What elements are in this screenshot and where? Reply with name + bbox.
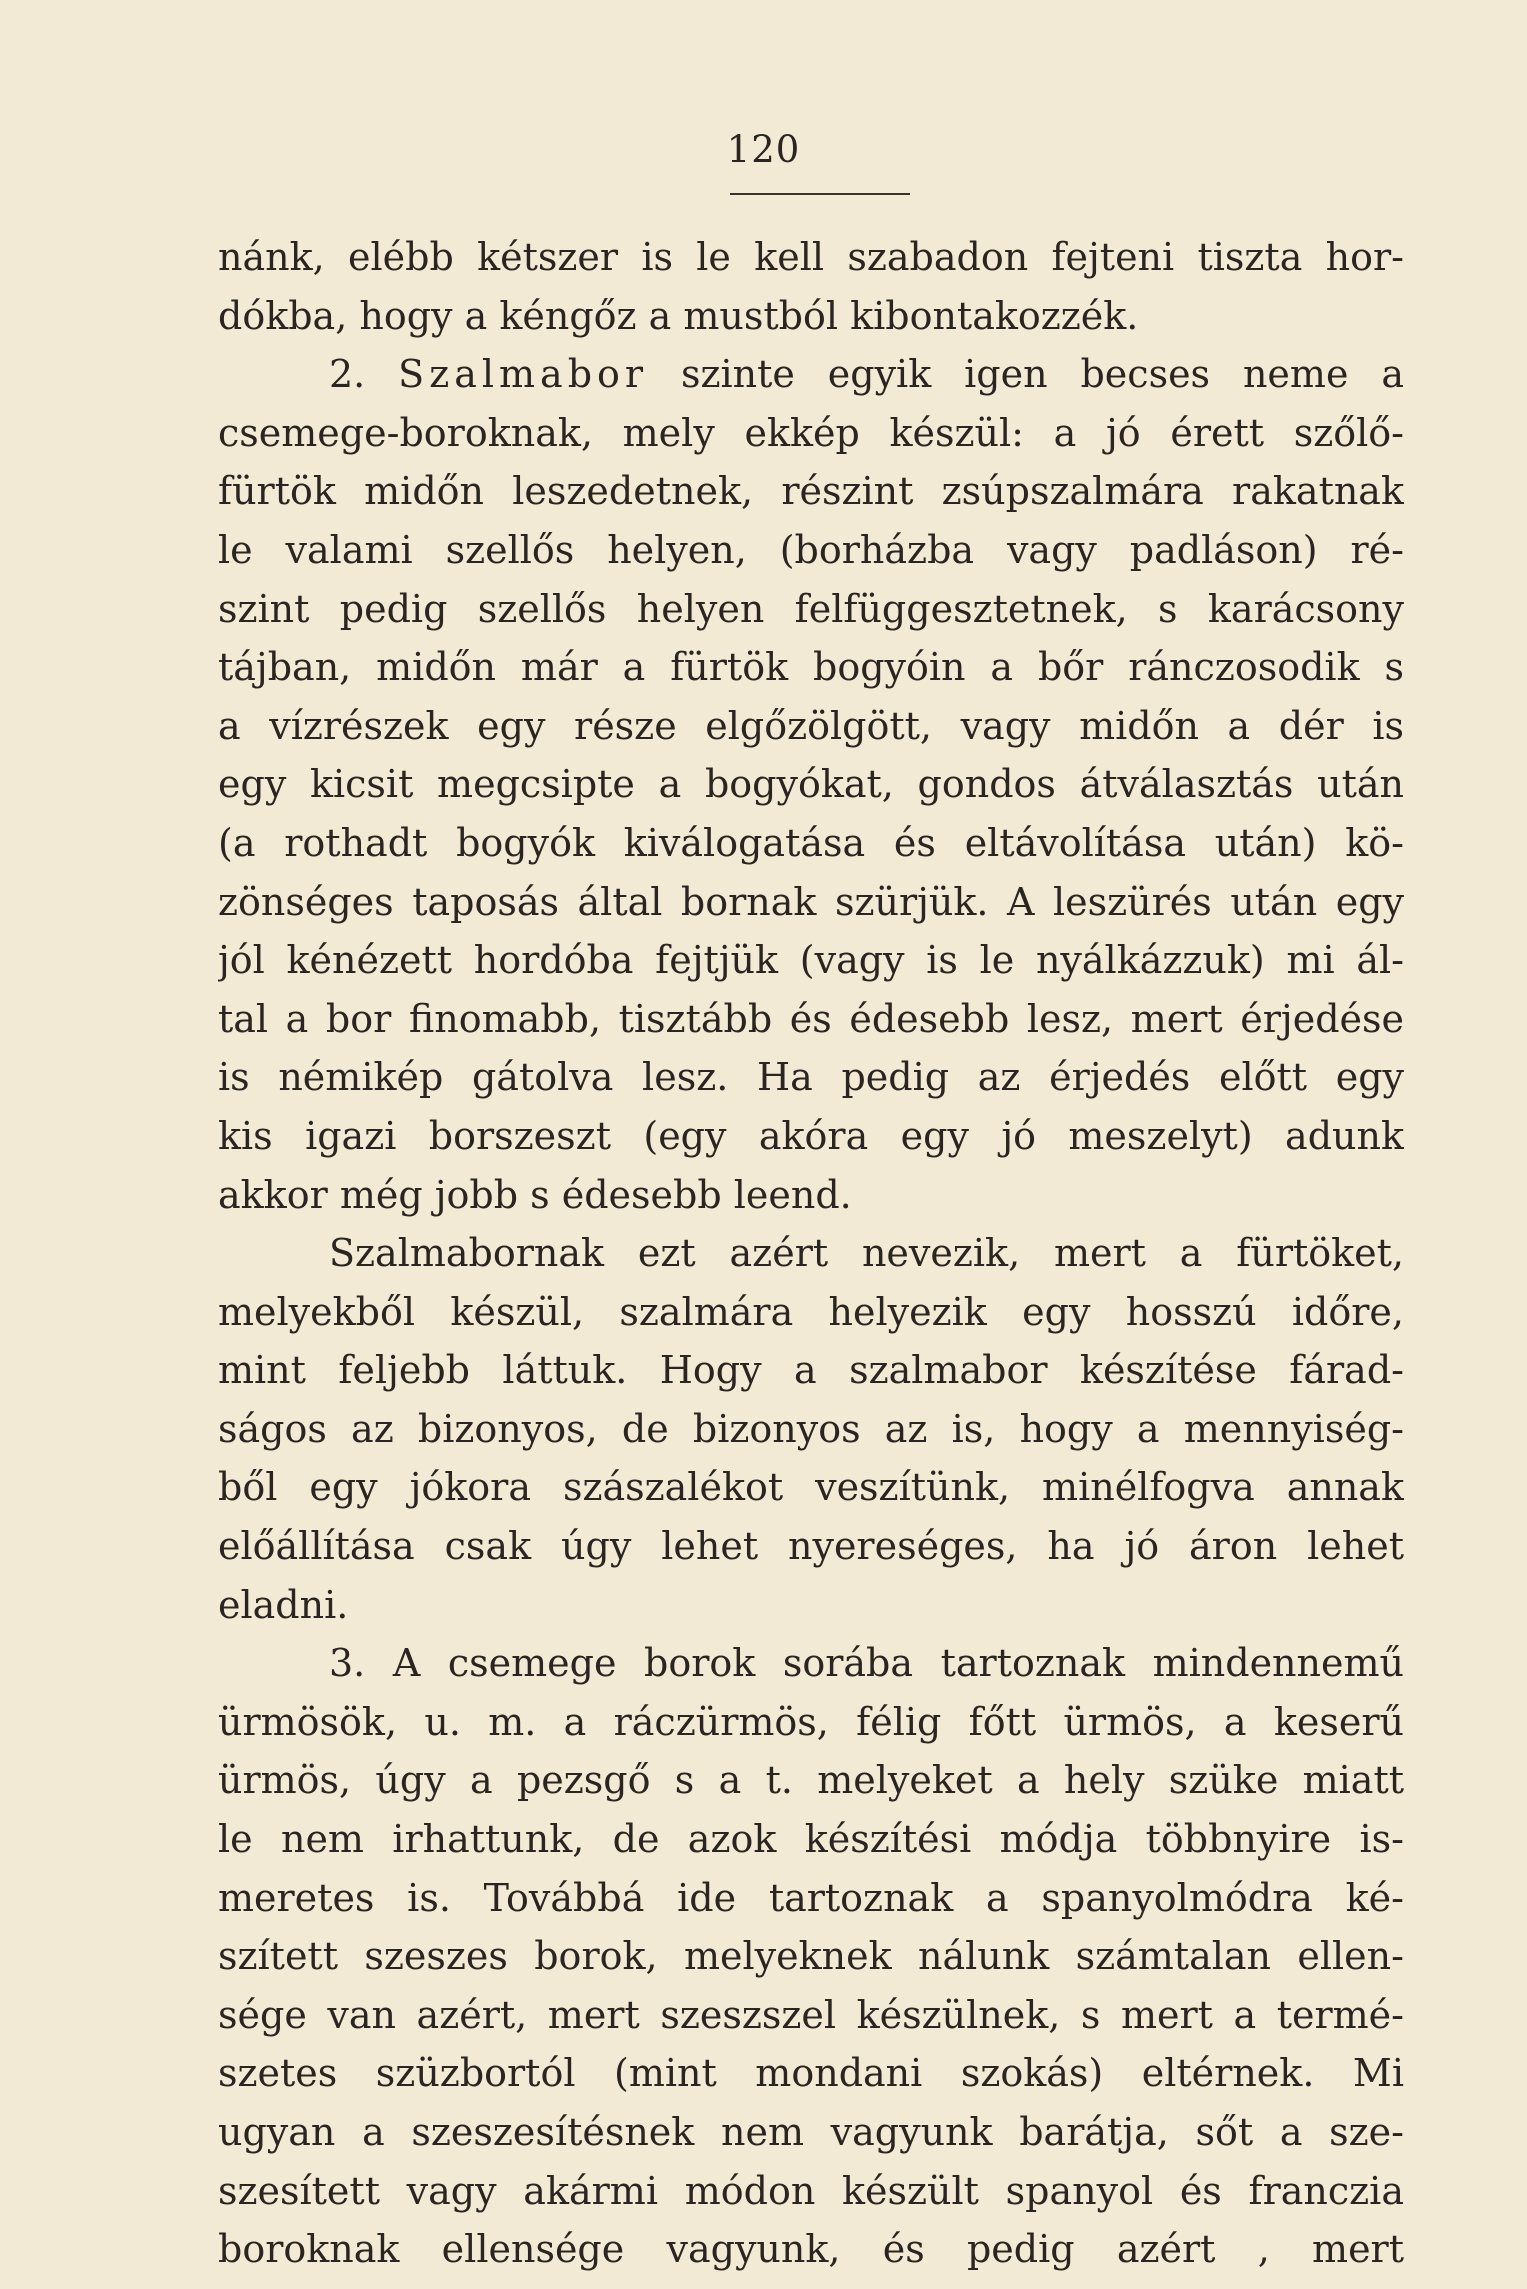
text-line: meretes is. Továbbá ide tartoznak a spanyolmódra ké-	[218, 1875, 1404, 1920]
text-line: tájban, midőn már a fürtök bogyóin a bőr ránczosodik s	[218, 645, 1404, 690]
text-line: Szalmabornak ezt azért nevezik, mert a fürtöket,	[329, 1231, 1404, 1276]
text-line: szint pedig szellős helyen felfüggesztetnek, s karácsony	[218, 586, 1404, 631]
text-line: ből egy jókora szászalékot veszítünk, minélfogva annak	[218, 1465, 1404, 1510]
text-line: le valami szellős helyen, (borházba vagy padláson) ré-	[218, 527, 1404, 572]
text-line: akkor még jobb s édesebb leend.	[218, 1172, 852, 1217]
text-line: (a rothadt bogyók kiválogatása és eltávolítása után) kö-	[218, 820, 1404, 865]
text-line: ürmös, úgy a pezsgő s a t. melyeket a hely szüke miatt	[218, 1758, 1404, 1803]
text-line: kis igazi borszeszt (egy akóra egy jó meszelyt) adunk	[218, 1113, 1404, 1158]
text-line: ugyan a szeszesítésnek nem vagyunk barátja, sőt a sze-	[218, 2110, 1404, 2154]
text-line: csemege-boroknak, mely ekkép készül: a jó érett szőlő-	[218, 410, 1404, 455]
text-line: mint feljebb láttuk. Hogy a szalmabor készítése fárad-	[218, 1348, 1404, 1393]
page-number: 120	[726, 128, 801, 171]
text-line: melyekből készül, szalmára helyezik egy hosszú időre,	[218, 1289, 1404, 1334]
text-line: jól kénézett hordóba fejtjük (vagy is le nyálkázzuk) mi ál-	[218, 938, 1404, 983]
text-line: nánk, elébb kétszer is le kell szabadon fejteni tiszta hor-	[218, 235, 1404, 279]
header-rule	[730, 193, 910, 195]
text-line: zönséges taposás által bornak szürjük. A leszürés után egy	[218, 879, 1404, 924]
text-line: ságos az bizonyos, de bizonyos az is, hogy a mennyiség-	[218, 1406, 1404, 1451]
text-line: 3. A csemege borok sorába tartoznak mindennemű	[329, 1641, 1404, 1686]
text-line: tal a bor finomabb, tisztább és édesebb lesz, mert érjedése	[218, 996, 1404, 1041]
text-line: le nem irhattunk, de azok készítési módja többnyire is-	[218, 1817, 1404, 1862]
body-text	[218, 228, 1404, 2279]
text-line: előállítása csak úgy lehet nyereséges, ha jó áron lehet	[218, 1524, 1404, 1569]
text-line: szített szeszes borok, melyeknek nálunk számtalan ellen-	[218, 1934, 1404, 1979]
text-line: sége van azért, mert szeszszel készülnek, s mert a termé-	[218, 1992, 1404, 2037]
text-line: szetes szüzbortól (mint mondani szokás) eltérnek. Mi	[218, 2051, 1404, 2096]
text-line: a vízrészek egy része elgőzölgött, vagy midőn a dér is	[218, 703, 1404, 748]
text-line: egy kicsit megcsipte a bogyókat, gondos átválasztás után	[218, 762, 1404, 807]
text-line: ürmösök, u. m. a ráczürmös, félig főtt ürmös, a keserű	[218, 1699, 1404, 1744]
text-line: szesített vagy akármi módon készült spanyol és franczia	[218, 2168, 1404, 2213]
text-line: 2. Szalmabor szinte egyik igen becses neme a	[329, 352, 1404, 397]
text-line: eladni.	[218, 1582, 349, 1627]
text-line: fürtök midőn leszedetnek, részint zsúpszalmára rakatnak	[218, 469, 1404, 514]
text-line: boroknak ellensége vagyunk, és pedig azért , mert	[218, 2227, 1404, 2272]
text-line: is némikép gátolva lesz. Ha pedig az érjedés előtt egy	[218, 1055, 1404, 1100]
text-line: dókba, hogy a kéngőz a mustból kibontakozzék.	[218, 293, 1139, 338]
